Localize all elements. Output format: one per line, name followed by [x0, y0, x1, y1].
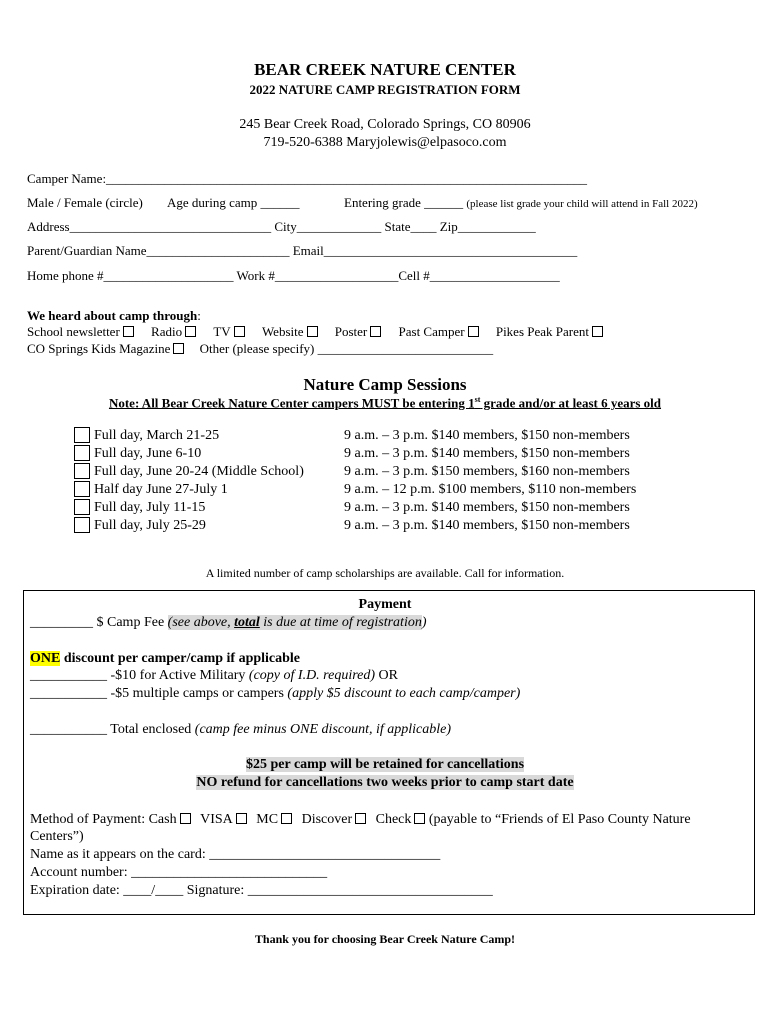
check-label: Check — [375, 812, 412, 827]
session-checkbox-3[interactable] — [74, 463, 90, 479]
opt-poster[interactable]: Poster — [335, 324, 382, 339]
session-checkbox-1[interactable] — [74, 427, 90, 443]
grade-field[interactable]: Entering grade ______ (please list grade your child will attend in Fall 2022) — [344, 195, 698, 210]
payment-method-row — [30, 812, 691, 828]
sessions-note: Note: All Bear Creek Nature Center campers MUST be entering 1st grade and/or at least 6 years old — [108, 395, 662, 411]
center-contact: 719-520-6388 Maryjolewis@elpasoco.com — [263, 135, 507, 150]
multi-camp-discount-field[interactable]: ___________ -$5 multiple camps or campers (apply $5 discount to each camp/camper) — [30, 686, 521, 701]
checkbox-visa[interactable] — [236, 813, 247, 824]
session-name: Half day June 27-July 1 — [94, 482, 228, 497]
visa-label: VISA — [200, 812, 233, 827]
checkbox-pikes-peak[interactable] — [592, 326, 603, 337]
checkbox-magazine[interactable] — [173, 343, 184, 354]
opt-tv[interactable]: TV — [213, 324, 244, 339]
checkbox-past-camper[interactable] — [468, 326, 479, 337]
session-checkbox-4[interactable] — [74, 481, 90, 497]
session-name: Full day, July 25-29 — [94, 518, 206, 533]
opt-pikes-peak[interactable]: Pikes Peak Parent — [496, 324, 603, 339]
session-name: Full day, July 11-15 — [94, 500, 206, 515]
mc-label: MC — [256, 812, 279, 827]
sex-field[interactable]: Male / Female (circle) — [27, 195, 143, 210]
checkbox-discover[interactable] — [355, 813, 366, 824]
session-details: 9 a.m. – 3 p.m. $140 members, $150 non-members — [344, 518, 630, 533]
total-enclosed-field[interactable]: ___________ Total enclosed (camp fee minus ONE discount, if applicable) — [30, 722, 452, 737]
session-name: Full day, June 20-24 (Middle School) — [94, 464, 304, 479]
heard-options-row1 — [27, 324, 603, 340]
grade-note: (please list grade your child will attend in Fall 2022) — [466, 198, 698, 210]
address-field[interactable]: Address_______________________________ City_____________ State____ Zip____________ — [27, 219, 536, 234]
session-details: 9 a.m. – 12 p.m. $100 members, $110 non-members — [344, 482, 637, 497]
discover-label: Discover — [301, 812, 353, 827]
session-name: Full day, June 6-10 — [94, 446, 202, 461]
checkbox-newsletter[interactable] — [123, 326, 134, 337]
session-details: 9 a.m. – 3 p.m. $150 members, $160 non-members — [344, 464, 630, 479]
thank-you-note: Thank you for choosing Bear Creek Nature Camp! — [254, 932, 516, 946]
checkbox-mc[interactable] — [281, 813, 292, 824]
session-details: 9 a.m. – 3 p.m. $140 members, $150 non-members — [344, 428, 630, 443]
checkbox-poster[interactable] — [370, 326, 381, 337]
heard-options-row2 — [27, 341, 493, 357]
sessions-title: Nature Camp Sessions — [303, 375, 467, 394]
form-title: BEAR CREEK NATURE CENTER — [254, 60, 516, 79]
opt-past-camper[interactable]: Past Camper — [399, 324, 479, 339]
center-address: 245 Bear Creek Road, Colorado Springs, CO 80906 — [239, 117, 531, 132]
opt-magazine[interactable]: CO Springs Kids Magazine — [27, 341, 184, 356]
session-checkbox-5[interactable] — [74, 499, 90, 515]
retention-policy: $25 per camp will be retained for cancellations — [245, 757, 525, 772]
camp-fee-field[interactable]: _________ $ Camp Fee (see above, total is due at time of registration) — [30, 615, 427, 630]
session-details: 9 a.m. – 3 p.m. $140 members, $150 non-members — [344, 446, 630, 461]
form-subtitle: 2022 NATURE CAMP REGISTRATION FORM — [249, 82, 521, 97]
opt-newsletter[interactable]: School newsletter — [27, 324, 134, 339]
scholarship-note: A limited number of camp scholarships are available. Call for information. — [205, 566, 565, 580]
heard-heading: We heard about camp through: — [27, 308, 201, 323]
payable-note: (payable to “Friends of El Paso County Nature — [428, 812, 691, 827]
opt-website[interactable]: Website — [262, 324, 318, 339]
checkbox-cash[interactable] — [180, 813, 191, 824]
checkbox-tv[interactable] — [234, 326, 245, 337]
account-number-field[interactable]: Account number: ____________________________ — [30, 865, 328, 880]
checkbox-radio[interactable] — [185, 326, 196, 337]
payment-title: Payment — [358, 597, 412, 612]
refund-policy: NO refund for cancellations two weeks prior to camp start date — [196, 775, 574, 790]
phone-field[interactable]: Home phone #____________________ Work #___________________Cell #____________________ — [27, 268, 560, 283]
card-name-field[interactable]: Name as it appears on the card: _________________________________ — [30, 847, 441, 862]
session-checkbox-2[interactable] — [74, 445, 90, 461]
opt-radio[interactable]: Radio — [151, 324, 196, 339]
discount-heading: ONE discount per camper/camp if applicable — [30, 651, 301, 666]
session-name: Full day, March 21-25 — [94, 428, 220, 443]
camp-fee-note: (see above, total is due at time of registration — [167, 615, 422, 630]
expiration-signature-field[interactable]: Expiration date: ____/____ Signature: ___________________________________ — [30, 883, 493, 898]
opt-other[interactable]: Other (please specify) ___________________________ — [199, 341, 494, 356]
session-details: 9 a.m. – 3 p.m. $140 members, $150 non-members — [344, 500, 630, 515]
checkbox-website[interactable] — [307, 326, 318, 337]
checkbox-check[interactable] — [414, 813, 425, 824]
age-field[interactable]: Age during camp ______ — [167, 195, 300, 210]
camper-name-field[interactable]: Camper Name:__________________________________________________________________________ — [27, 171, 588, 186]
method-label: Method of Payment: Cash — [30, 812, 177, 827]
session-checkbox-6[interactable] — [74, 517, 90, 533]
military-discount-field[interactable]: ___________ -$10 for Active Military (copy of I.D. required) OR — [30, 668, 398, 683]
parent-email-field[interactable]: Parent/Guardian Name______________________ Email_______________________________________ — [27, 243, 578, 258]
payable-note-continued: Centers”) — [30, 829, 84, 844]
